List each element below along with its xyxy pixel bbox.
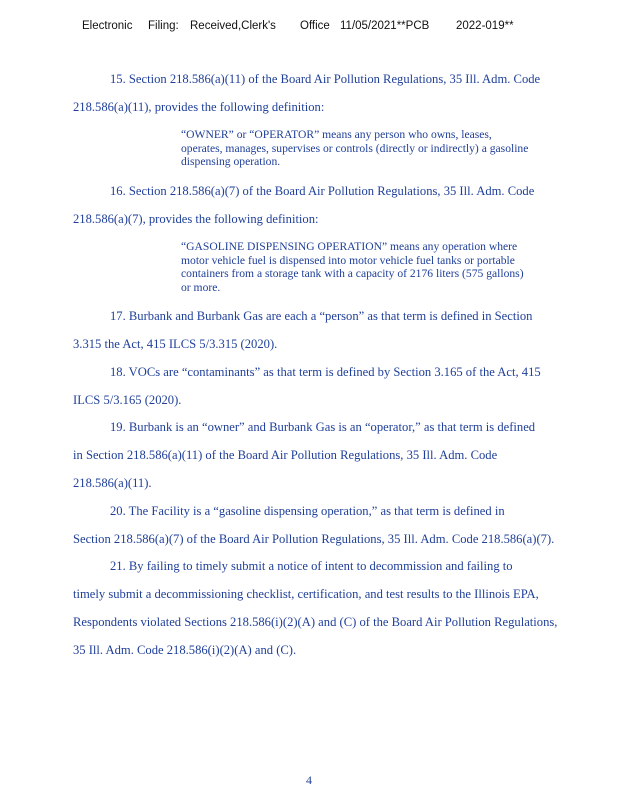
header-electronic: Electronic xyxy=(82,20,133,32)
paragraph-21-line-4: 35 Ill. Adm. Code 218.586(i)(2)(A) and (C). xyxy=(73,643,297,657)
quote-line: containers from a storage tank with a capacity of 2176 liters (575 gallons) xyxy=(181,267,524,280)
paragraph-21-line-1: 21. By failing to timely submit a notice of intent to decommission and failing to xyxy=(110,559,513,573)
quote-line: dispensing operation. xyxy=(181,155,281,168)
quote-owner-definition xyxy=(181,128,591,169)
filing-header xyxy=(82,20,542,36)
paragraph-17-line-2: 3.315 the Act, 415 ILCS 5/3.315 (2020). xyxy=(73,337,278,351)
header-case: 2022-019** xyxy=(456,20,514,32)
quote-line: “GASOLINE DISPENSING OPERATION” means any operation where xyxy=(181,240,518,253)
paragraph-18-line-2: ILCS 5/3.165 (2020). xyxy=(73,393,182,407)
paragraph-21-line-3: Respondents violated Sections 218.586(i)(2)(A) and (C) of the Board Air Pollution Regulations, xyxy=(73,615,558,629)
paragraph-15-line-2: 218.586(a)(11), provides the following definition: xyxy=(73,100,325,114)
quote-gasoline-definition xyxy=(181,240,591,294)
header-date: 11/05/2021**PCB xyxy=(340,20,430,32)
header-filing: Filing: xyxy=(148,20,179,32)
paragraph-20-line-2: Section 218.586(a)(7) of the Board Air Pollution Regulations, 35 Ill. Adm. Code 218.586(a)(7). xyxy=(73,532,555,546)
paragraph-17-line-1: 17. Burbank and Burbank Gas are each a “person” as that term is defined in Section xyxy=(110,309,533,323)
paragraph-16-line-1: 16. Section 218.586(a)(7) of the Board Air Pollution Regulations, 35 Ill. Adm. Code xyxy=(110,184,535,198)
paragraph-21-line-2: timely submit a decommissioning checklist, certification, and test results to the Illinois EPA, xyxy=(73,587,539,601)
page-number: 4 xyxy=(306,773,312,787)
paragraph-20-line-1: 20. The Facility is a “gasoline dispensing operation,” as that term is defined in xyxy=(110,504,505,518)
paragraph-19-line-3: 218.586(a)(11). xyxy=(73,476,152,490)
quote-line: “OWNER” or “OPERATOR” means any person who owns, leases, xyxy=(181,128,492,141)
paragraph-15-line-1: 15. Section 218.586(a)(11) of the Board Air Pollution Regulations, 35 Ill. Adm. Code xyxy=(110,72,541,86)
quote-line: or more. xyxy=(181,280,221,294)
quote-line: operates, manages, supervises or controls (directly or indirectly) a gasoline xyxy=(181,141,529,155)
header-office: Office xyxy=(300,20,330,32)
paragraph-16-line-2: 218.586(a)(7), provides the following definition: xyxy=(73,212,319,226)
paragraph-18-line-1: 18. VOCs are “contaminants” as that term is defined by Section 3.165 of the Act, 415 xyxy=(110,365,541,379)
paragraph-19-line-2: in Section 218.586(a)(11) of the Board Air Pollution Regulations, 35 Ill. Adm. Code xyxy=(73,448,498,462)
paragraph-19-line-1: 19. Burbank is an “owner” and Burbank Gas is an “operator,” as that term is defined xyxy=(110,420,536,434)
quote-line: motor vehicle fuel is dispensed into motor vehicle fuel tanks or portable xyxy=(181,253,515,267)
header-received: Received,Clerk's xyxy=(190,20,276,32)
